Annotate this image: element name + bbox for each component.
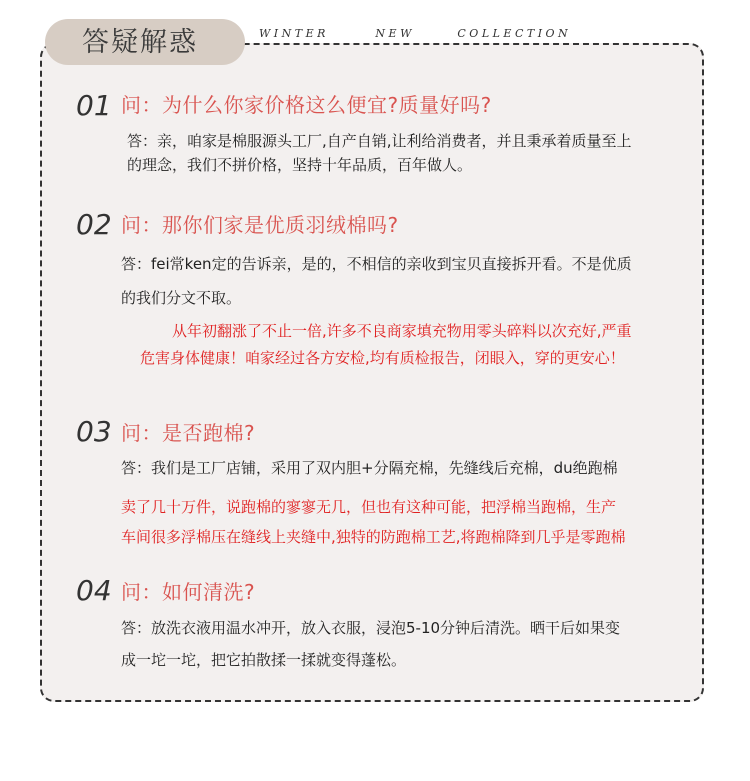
- section-title: 答疑解惑: [82, 27, 198, 58]
- faq-answer-line: 成一坨一坨，把它拍散揉一揉就变得蓬松。: [121, 651, 407, 669]
- tagline-word-new: N E W: [375, 27, 412, 40]
- faq-answer-line: 答：亲，咱家是棉服源头工厂,自产自销,让利给消费者，并且秉承着质量至上: [127, 132, 632, 150]
- faq-question: 问：是否跑棉?: [121, 421, 256, 445]
- faq-number: 03: [76, 415, 112, 448]
- faq-answer-line: 答：fei常ken定的告诉亲，是的，不相信的亲收到宝贝直接拆开看。不是优质: [121, 255, 632, 273]
- faq-question: 问：如何清洗?: [121, 580, 256, 604]
- faq-note-line: 卖了几十万件，说跑棉的寥寥无几，但也有这种可能，把浮棉当跑棉，生产: [121, 498, 617, 516]
- tagline-word-winter: W I N T E R: [259, 27, 326, 40]
- faq-answer-line: 的我们分文不取。: [121, 289, 242, 307]
- faq-number: 01: [76, 89, 112, 122]
- faq-question: 问：为什么你家价格这么便宜?质量好吗?: [121, 93, 492, 117]
- faq-answer-line: 答：放洗衣液用温水冲开，放入衣服，浸泡5-10分钟后清洗。晒干后如果变: [121, 619, 621, 637]
- faq-number: 04: [76, 574, 112, 607]
- faq-answer-line: 的理念，我们不拼价格，坚持十年品质，百年做人。: [127, 156, 473, 174]
- faq-note-line: 危害身体健康！咱家经过各方安检,均有质检报告，闭眼入，穿的更安心！: [140, 349, 625, 367]
- faq-note-line: 车间很多浮棉压在缝线上夹缝中,独特的防跑棉工艺,将跑棉降到几乎是零跑棉: [121, 528, 626, 546]
- faq-answer-line: 答：我们是工厂店铺，采用了双内胆+分隔充棉，先缝线后充棉，du绝跑棉: [121, 459, 618, 477]
- faq-note-line: 从年初翻涨了不止一倍,许多不良商家填充物用零头碎料以次充好,严重: [172, 322, 632, 340]
- tagline-word-collection: C O L L E C T I O N: [457, 27, 568, 40]
- faq-number: 02: [76, 208, 112, 241]
- faq-question: 问：那你们家是优质羽绒棉吗?: [121, 213, 399, 237]
- collection-tagline: [259, 27, 699, 40]
